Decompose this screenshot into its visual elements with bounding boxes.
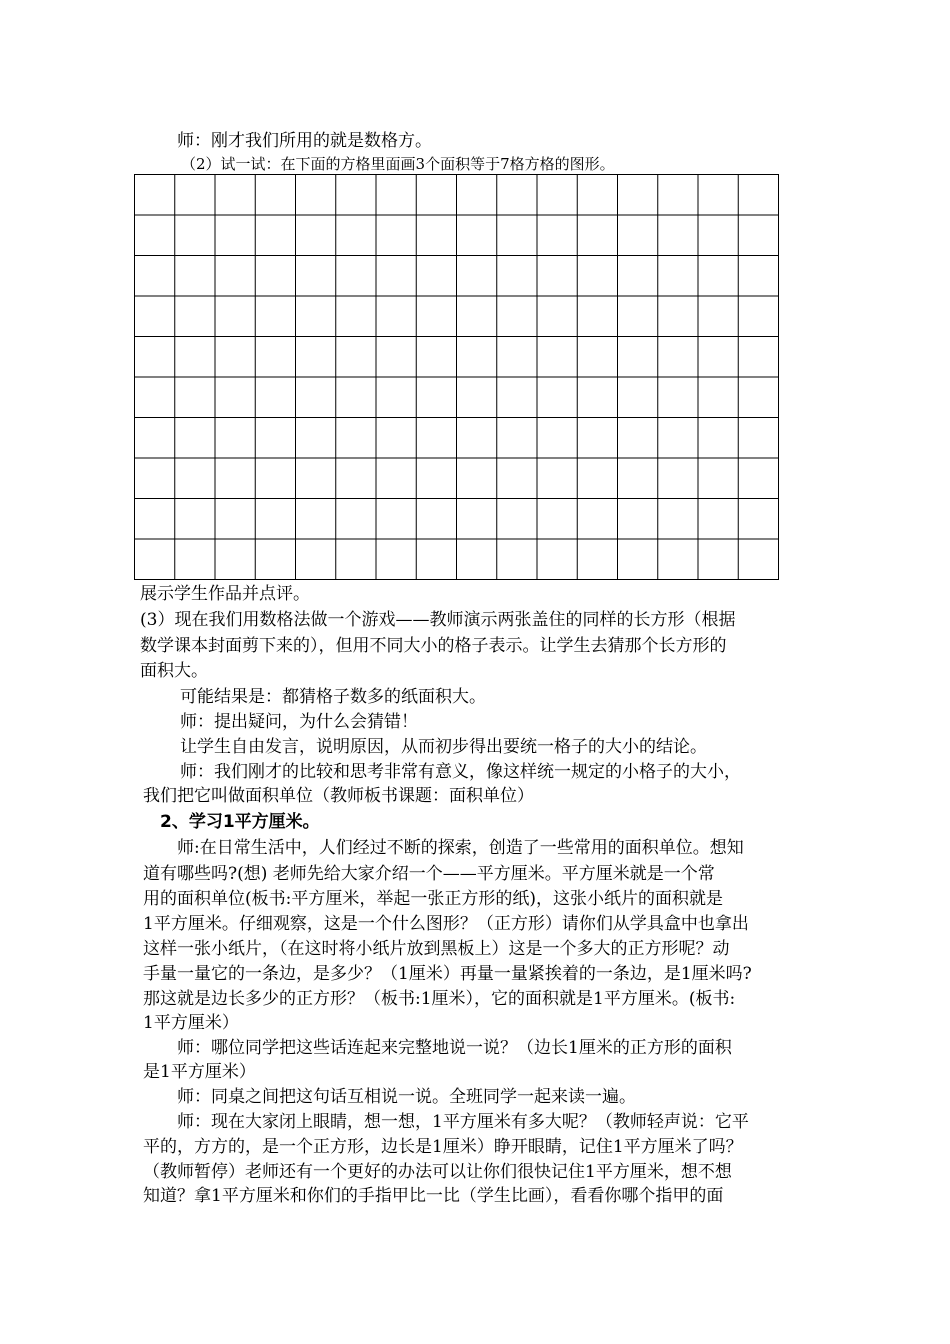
para-cm-line-5: 这样一张小纸片，（在这时将小纸片放到黑板上）这是一个多大的正方形呢？动 xyxy=(143,939,730,959)
para-try: （2）试一试：在下面的方格里面画3个面积等于7格方格的图形。 xyxy=(181,155,615,173)
para-who-line-2: 是1平方厘米） xyxy=(143,1062,256,1082)
para-cm-line-3: 用的面积单位(板书:平方厘米，举起一张正方形的纸)，这张小纸片的面积就是 xyxy=(143,889,723,909)
para-discuss: 让学生自由发言，说明原因，从而初步得出要统一格子的大小的结论。 xyxy=(180,737,707,757)
para-cm-line-8: 1平方厘米） xyxy=(143,1013,239,1033)
para-close-eyes-line-2: 平的，方方的，是一个正方形，边长是1厘米）睁开眼睛，记住1平方厘米了吗？ xyxy=(143,1137,743,1157)
para-teacher-counting: 师：刚才我们所用的就是数格方。 xyxy=(177,131,432,151)
para-who-line-1: 师：哪位同学把这些话连起来完整地说一说？（边长1厘米的正方形的面积 xyxy=(177,1038,732,1058)
para-cm-line-6: 手量一量它的一条边，是多少？（1厘米）再量一量紧挨着的一条边，是1厘米吗? xyxy=(143,964,752,984)
para-cm-line-7: 那这就是边长多少的正方形？（板书:1厘米），它的面积就是1平方厘米。(板书: xyxy=(143,989,736,1009)
para-result: 可能结果是：都猜格子数多的纸面积大。 xyxy=(180,687,486,707)
drawing-grid xyxy=(134,174,779,580)
para-close-eyes-line-1: 师：现在大家闭上眼睛，想一想，1平方厘米有多大呢？（教师轻声说：它平 xyxy=(177,1112,749,1132)
para-cm-line-2: 道有哪些吗?(想) 老师先给大家介绍一个——平方厘米。平方厘米就是一个常 xyxy=(143,864,715,884)
para-cm-line-4: 1平方厘米。仔细观察，这是一个什么图形？（正方形）请你们从学具盒中也拿出 xyxy=(143,914,749,934)
para-unit-line-2: 我们把它叫做面积单位（教师板书课题：面积单位） xyxy=(143,786,534,806)
para-show: 展示学生作品并点评。 xyxy=(140,584,310,604)
para-unit-line-1: 师：我们刚才的比较和思考非常有意义，像这样统一规定的小格子的大小， xyxy=(180,762,741,782)
para-close-eyes-line-3: （教师暂停）老师还有一个更好的办法可以让你们很快记住1平方厘米，想不想 xyxy=(143,1162,732,1182)
para-cm-line-1: 师:在日常生活中，人们经过不断的探索，创造了一些常用的面积单位。想知 xyxy=(177,838,744,858)
para-question: 师：提出疑问，为什么会猜错！ xyxy=(180,712,418,732)
para-close-eyes-line-4: 知道？拿1平方厘米和你们的手指甲比一比（学生比画），看看你哪个指甲的面 xyxy=(143,1186,724,1206)
para-game-line-3: 面积大。 xyxy=(140,661,208,681)
para-game-line-2: 数学课本封面剪下来的），但用不同大小的格子表示。让学生去猜那个长方形的 xyxy=(140,636,727,656)
para-pair: 师：同桌之间把这句话互相说一说。全班同学一起来读一遍。 xyxy=(177,1087,636,1107)
para-game-line-1: (3）现在我们用数格法做一个游戏——教师演示两张盖住的同样的长方形（根据 xyxy=(140,610,736,630)
section-2-heading: 2、学习1平方厘米。 xyxy=(160,812,320,832)
